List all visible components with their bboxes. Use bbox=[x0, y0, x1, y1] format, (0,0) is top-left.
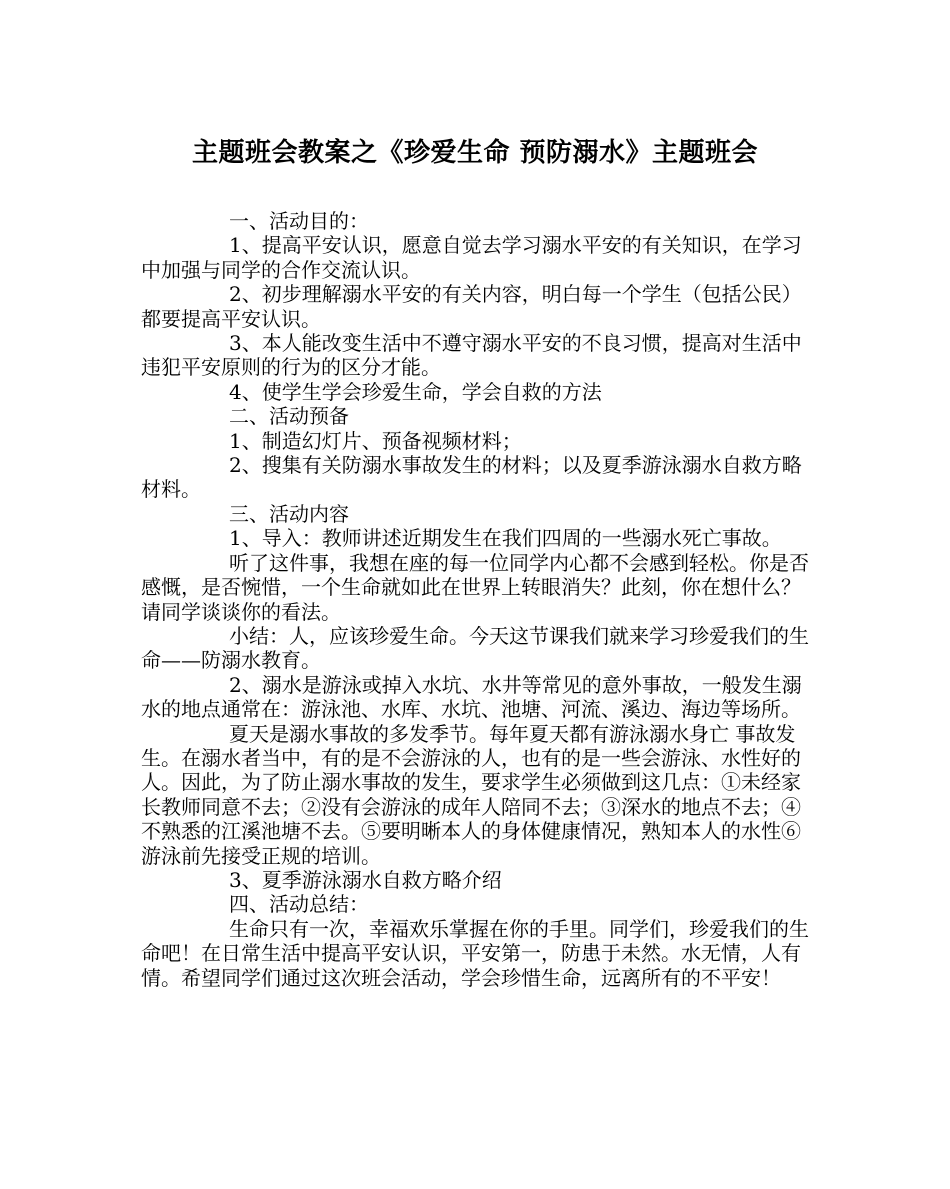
content-summer-rules: 夏天是溺水事故的多发季节。每年夏天都有游泳溺水身亡 事故发生。在溺水者当中，有的是不会游泳的人，也有的是一些会游泳、水性好的人。因此，为了防止溺水事故的发生，要求学生必须做到这几点：①未经家长教师同意不去；②没有会游泳的成年人陪同不去；③深水的地点不去；④不熟悉的江溪池塘不去。⑤要明晰本人的身体健康情况，熟知本人的水性⑥游泳前先接受正规的培训。 bbox=[141, 721, 801, 868]
content-item-2: 2、溺水是游泳或掉入水坑、水井等常见的意外事故，一般发生溺水的地点通常在：游泳池、水库、水坑、池塘、河流、溪边、海边等场所。 bbox=[141, 672, 802, 722]
heading-conclusion: 四、活动总结： bbox=[229, 892, 369, 917]
content-item-3: 3、夏季游泳溺水自救方略介绍 bbox=[229, 867, 502, 892]
document-title: 主题班会教案之《珍爱生命 预防溺水》主题班会 bbox=[191, 138, 759, 168]
objective-item-4: 4、使学生学会珍爱生命，学会自救的方法 bbox=[229, 379, 602, 404]
objective-item-1: 1、提高平安认识，愿意自觉去学习溺水平安的有关知识，在学习中加强与同学的合作交流认识。 bbox=[141, 233, 802, 282]
heading-content: 三、活动内容 bbox=[229, 501, 349, 526]
objective-item-2: 2、初步理解溺水平安的有关内容，明白每一个学生（包括公民）都要提高平安认识。 bbox=[141, 282, 802, 331]
heading-objectives: 一、活动目的： bbox=[229, 209, 369, 233]
objective-item-3: 3、本人能改变生活中不遵守溺水平安的不良习惯，提高对生活中违犯平安原则的行为的区分才能。 bbox=[141, 331, 802, 380]
document-body bbox=[141, 209, 813, 990]
content-intro: 1、导入：教师讲述近期发生在我们四周的一些溺水死亡事故。 bbox=[229, 526, 782, 551]
conclusion-text: 生命只有一次，幸福欢乐掌握在你的手里。同学们，珍爱我们的生命吧！在日常生活中提高平安认识，平安第一，防患于未然。水无情，人有情。希望同学们通过这次班会活动，学会珍惜生命，远离所有的不平安！ bbox=[141, 916, 809, 990]
content-summary: 小结：人，应该珍爱生命。今天这节课我们就来学习珍爱我们的生命——防溺水教育。 bbox=[141, 623, 809, 673]
heading-preparation: 二、活动预备 bbox=[229, 404, 349, 429]
preparation-item-1: 1、制造幻灯片、预备视频材料； bbox=[229, 428, 522, 453]
content-reflection: 听了这件事，我想在座的每一位同学内心都不会感到轻松。你是否感慨，是否惋惜，一个生命就如此在世界上转眼消失？此刻，你在想什么？请同学谈谈你的看法。 bbox=[141, 550, 809, 624]
preparation-item-2: 2、搜集有关防溺水事故发生的材料；以及夏季游泳溺水自救方略材料。 bbox=[141, 453, 802, 502]
